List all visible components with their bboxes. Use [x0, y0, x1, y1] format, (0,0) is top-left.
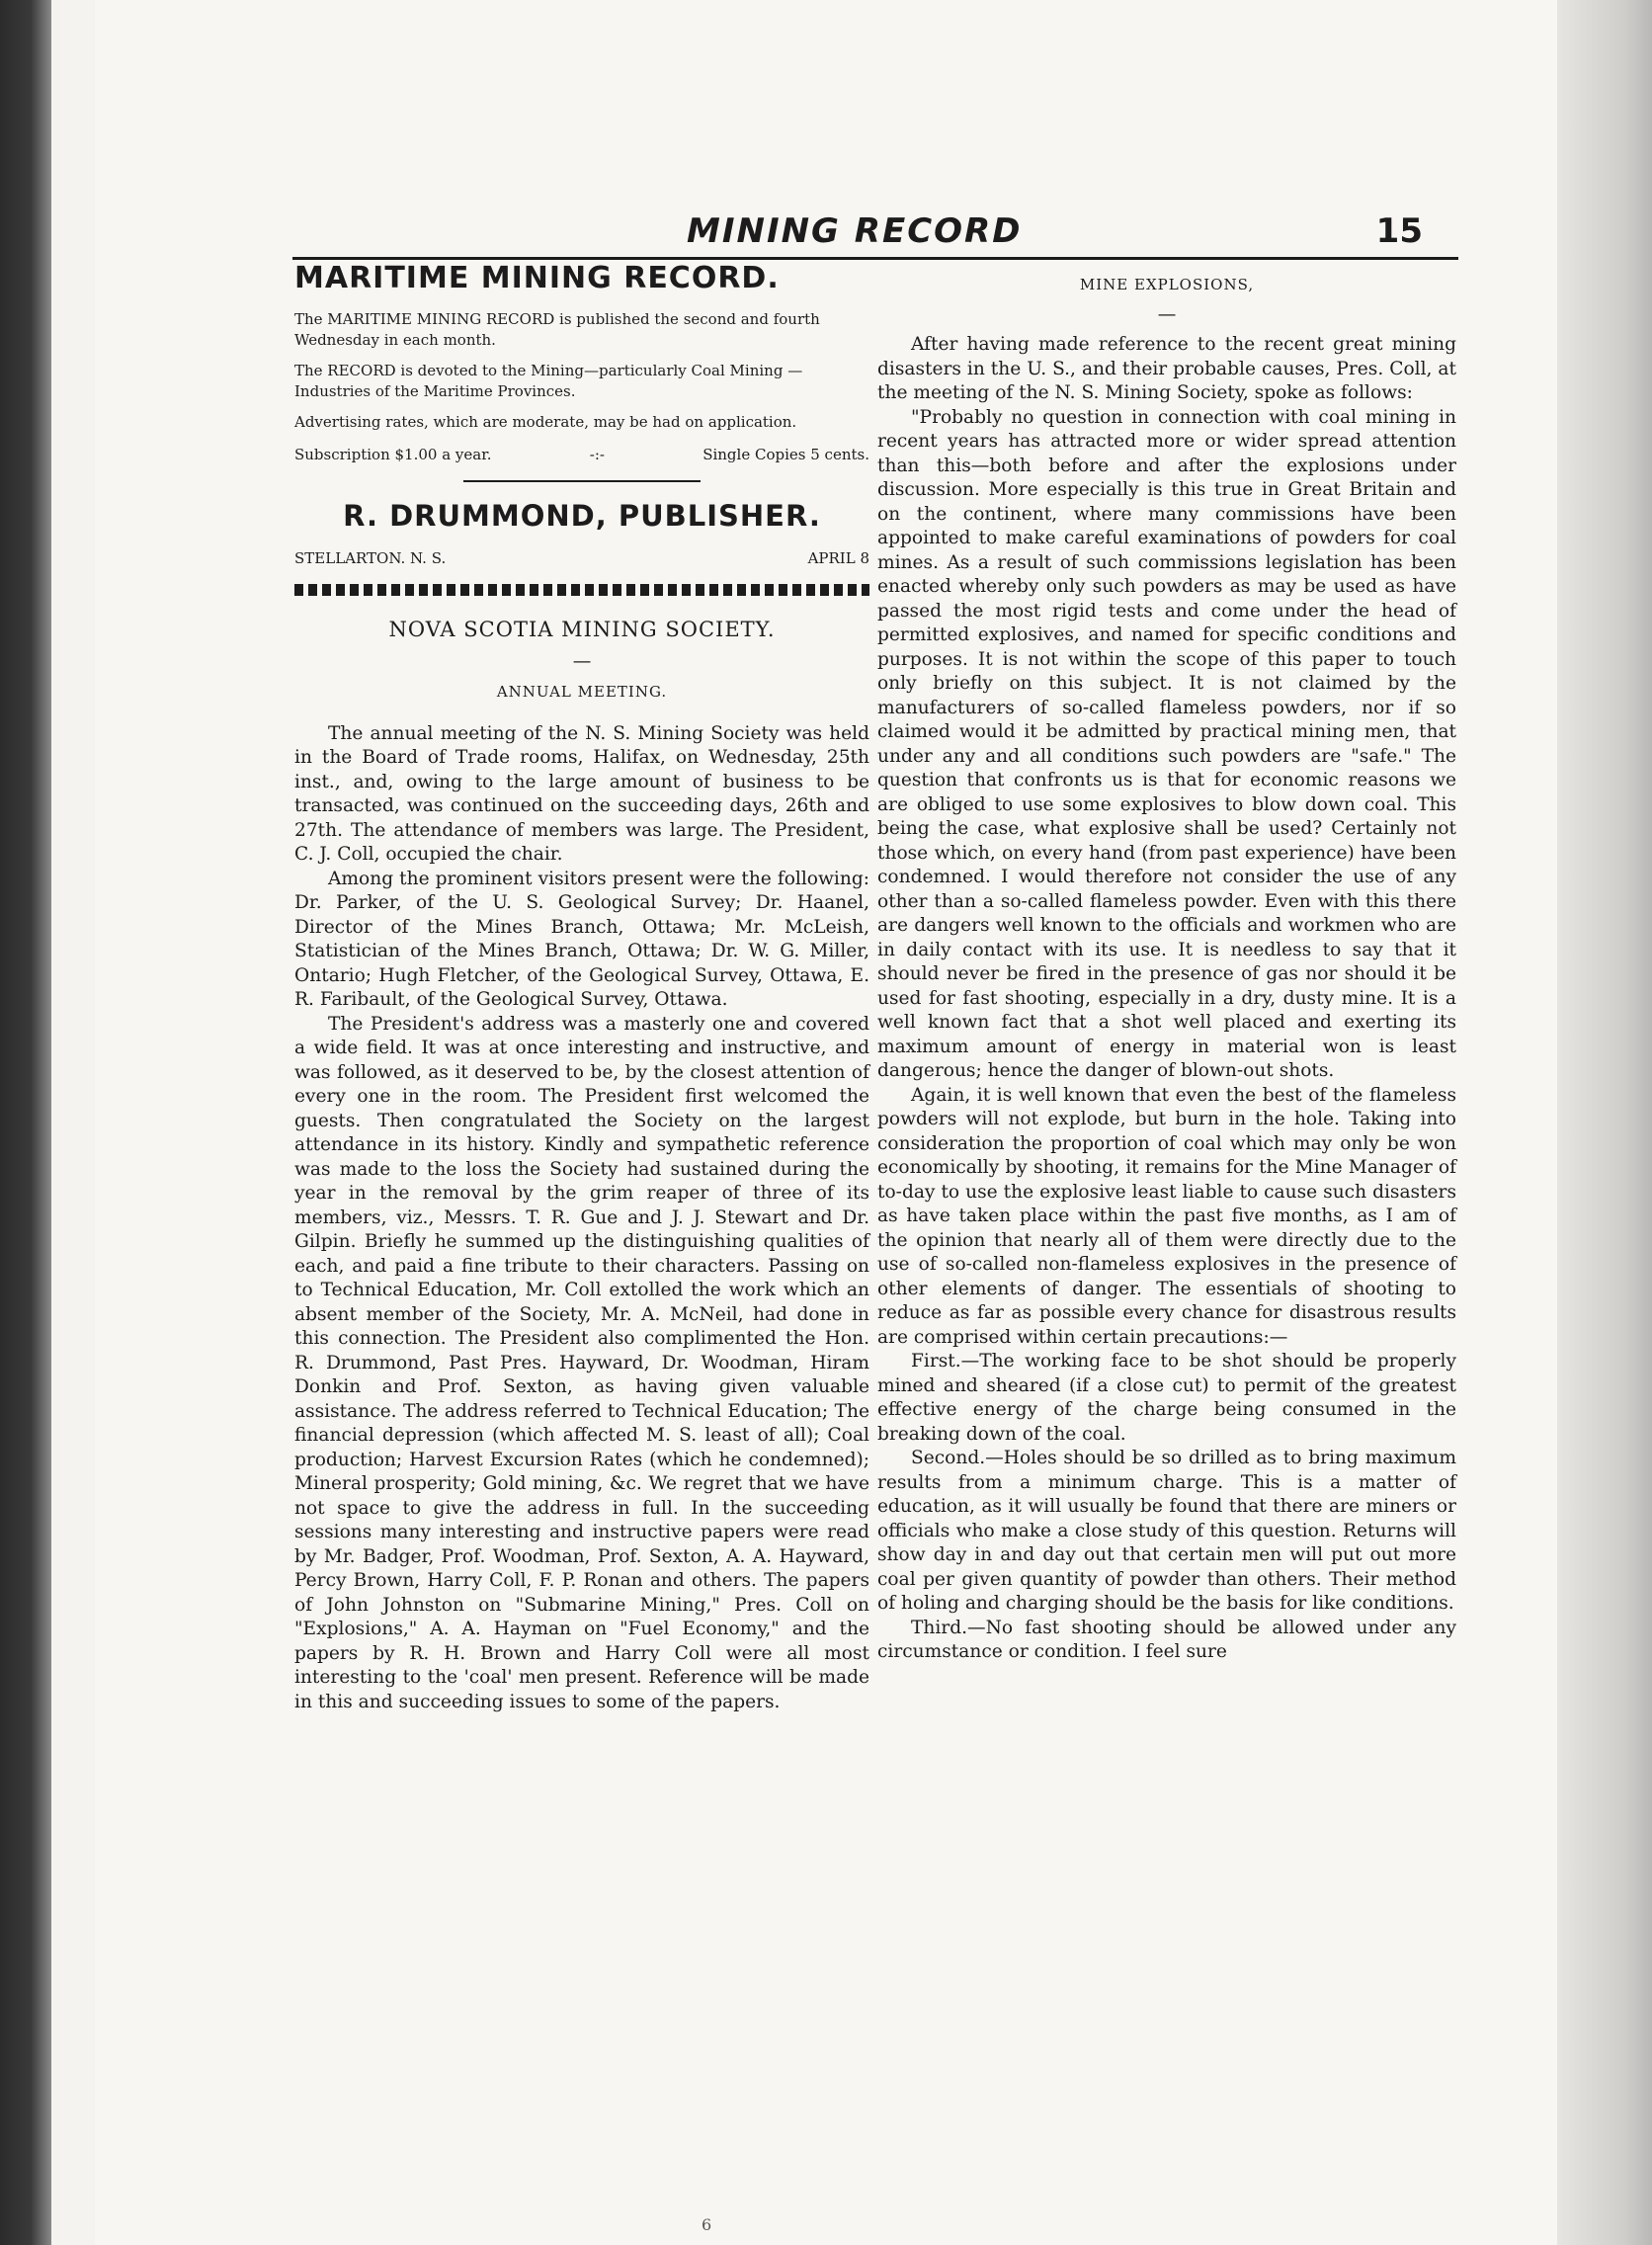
masthead-line: Advertising rates, which are moderate, may be had on application. — [294, 412, 797, 431]
article-subtitle: ANNUAL MEETING. — [496, 683, 668, 701]
article-paragraph: Second.—Holes should be so drilled as to bring maximum results from a minimum charge. This is a matter of education, as it will usually be found that there are miners or officials who make a close study of this question. Returns will show day in and day out that certain men will put out more coal per given quantity of powder than others. Their method of holing and charging should be the basis for like conditions. — [877, 1448, 1456, 1614]
article-paragraph: The annual meeting of the N. S. Mining Society was held in the Board of Trade rooms, Halifax, on Wednesday, 25th inst., and, owing to the large amount of business to be transacted, was continued on the succeeding days, 26th and 27th. The attendance of members was large. The President, C. J. Coll, occupied the chair. — [294, 722, 869, 865]
article-title: MINE EXPLOSIONS, — [1079, 276, 1255, 293]
place: STELLARTON. N. S. — [294, 548, 447, 567]
scan-edge-right — [1557, 0, 1652, 2245]
publisher-line: R. DRUMMOND, PUBLISHER. — [343, 499, 821, 533]
subscription-row — [294, 443, 869, 467]
title-dash: — — [1157, 303, 1177, 325]
masthead-title: MARITIME MINING RECORD. — [294, 261, 780, 295]
masthead-rule — [463, 480, 701, 482]
right-column — [877, 267, 1456, 1665]
dateline — [294, 546, 869, 571]
running-title: MINING RECORD — [687, 211, 1023, 251]
article-paragraph: After having made reference to the recent great mining disasters in the U. S., and their probable causes, Pres. Coll, at the meeting of the N. S. Mining Society, spoke as follows: — [877, 334, 1456, 403]
single-copy-price: Single Copies 5 cents. — [702, 445, 869, 463]
running-header — [198, 211, 1462, 259]
scan-edge-left — [0, 0, 51, 2245]
ornament-rule — [294, 584, 869, 596]
title-dash: — — [572, 650, 592, 672]
article-paragraph: Again, it is well known that even the best of the flameless powders will not explode, but burn in the hole. Taking into consideration the proportion of coal which may only be won economically by shooting, it remains for the Mine Manager of to-day to use the explosive least liable to cause such disasters as have taken place within the past five months, as I am of the opinion that nearly all of them were directly due to the use of so-called non-flameless explosives in the presence of other elements of danger. The essentials of shooting to reduce as far as possible every chance for disastrous results are comprised within certain precautions:— — [877, 1084, 1456, 1348]
header-rule — [292, 257, 1458, 260]
article-title: NOVA SCOTIA MINING SOCIETY. — [388, 618, 776, 641]
footer-mark: 6 — [702, 2215, 712, 2234]
masthead-line: The RECORD is devoted to the Mining—particularly Coal Mining —Industries of the Maritime Provinces. — [294, 361, 803, 400]
page-number: 15 — [1375, 211, 1423, 251]
masthead-line: The MARITIME MINING RECORD is published the second and fourth Wednesday in each month. — [294, 309, 820, 349]
issue-date: APRIL 8 — [807, 548, 869, 567]
article-paragraph: The President's address was a masterly one and covered a wide field. It was at once interesting and instructive, and was followed, as it deserved to be, by the closest attention of every one in the room. The President first welcomed the guests. Then congratulated the Society on the largest attendance in its history. Kindly and sympathetic reference was made to the loss the Society had sustained during the year in the removal by the grim reaper of three of its members, viz., Messrs. T. R. Gue and J. J. Stewart and Dr. Gilpin. Briefly he summed up the distinguishing qualities of each, and paid a fine tribute to their characters. Passing on to Technical Education, Mr. Coll extolled the work which an absent member of the Society, Mr. A. McNeil, had done in this connection. The President also complimented the Hon. R. Drummond, Past Pres. Hayward, Dr. Woodman, Hiram Donkin and Prof. Sexton, as having given valuable assistance. The address referred to Technical Education; The financial depression (which affected M. S. least of all); Coal production; Harvest Excursion Rates (which he condemned); Mineral prosperity; Gold mining, &c. We regret that we have not space to give the address in full. In the succeeding sessions many interesting and instructive papers were read by Mr. Badger, Prof. Woodman, Prof. Sexton, A. A. Hayward, Percy Brown, Harry Coll, F. P. Ronan and others. The papers of John Johnston on "Submarine Mining," Pres. Coll on "Explosions," A. A. Hayman on "Fuel Economy," and the papers by R. H. Brown and Harry Coll were all most interesting to the 'coal' men present. Reference will be made in this and succeeding issues to some of the papers. — [294, 1013, 869, 1712]
left-column — [294, 261, 869, 1714]
article-paragraph: "Probably no question in connection with coal mining in recent years has attracted more or wider spread attention than this—both before and after the explosions under discussion. More especially is this true in Great Britain and on the continent, where many commissions have been appointed to make careful examinations of powders for coal mines. As a result of such commissions legislation has been enacted whereby only such powders as may be used as have passed the most rigid tests and come under the head of permitted explosives, and named for specific conditions and purposes. It is not within the scope of this paper to touch only briefly on this subject. It is not claimed by the manufacturers of so-called flameless powders, nor if so claimed would it be admitted by practical mining men, that under any and all conditions such powders are "safe." The question that confronts us is that for economic reasons we are obliged to use some explosives to blow down coal. This being the case, what explosive shall be used? Certainly not those which, on every hand (from past experience) have been condemned. I would therefore not consider the use of any other than a so-called flameless powder. Even with this there are dangers well known to the officials and workmen who are in daily contact with its use. It is needless to say that it should never be fired in the presence of gas nor should it be used for fast shooting, especially in a dry, dusty mine. It is a well known fact that a shot well placed and exerting its maximum amount of energy in material won is least dangerous; hence the danger of blown-out shots. — [877, 406, 1456, 1081]
subscription-price: Subscription $1.00 a year. — [294, 445, 492, 463]
article-paragraph: First.—The working face to be shot should be properly mined and sheared (if a close cut) to permit of the greatest effective energy of the charge being consumed in the breaking down of the coal. — [877, 1351, 1456, 1445]
article-paragraph: Among the prominent visitors present were the following: Dr. Parker, of the U. S. Geological Survey; Dr. Haanel, Director of the Mines Branch, Ottawa; Mr. McLeish, Statistician of the Mines Branch, Ottawa; Dr. W. G. Miller, Ontario; Hugh Fletcher, of the Geological Survey, Ottawa, E. R. Faribault, of the Geological Survey, Ottawa. — [294, 868, 869, 1010]
subscription-separator: -:- — [589, 445, 605, 463]
article-paragraph: Third.—No fast shooting should be allowed under any circumstance or condition. I feel sure — [877, 1617, 1456, 1662]
